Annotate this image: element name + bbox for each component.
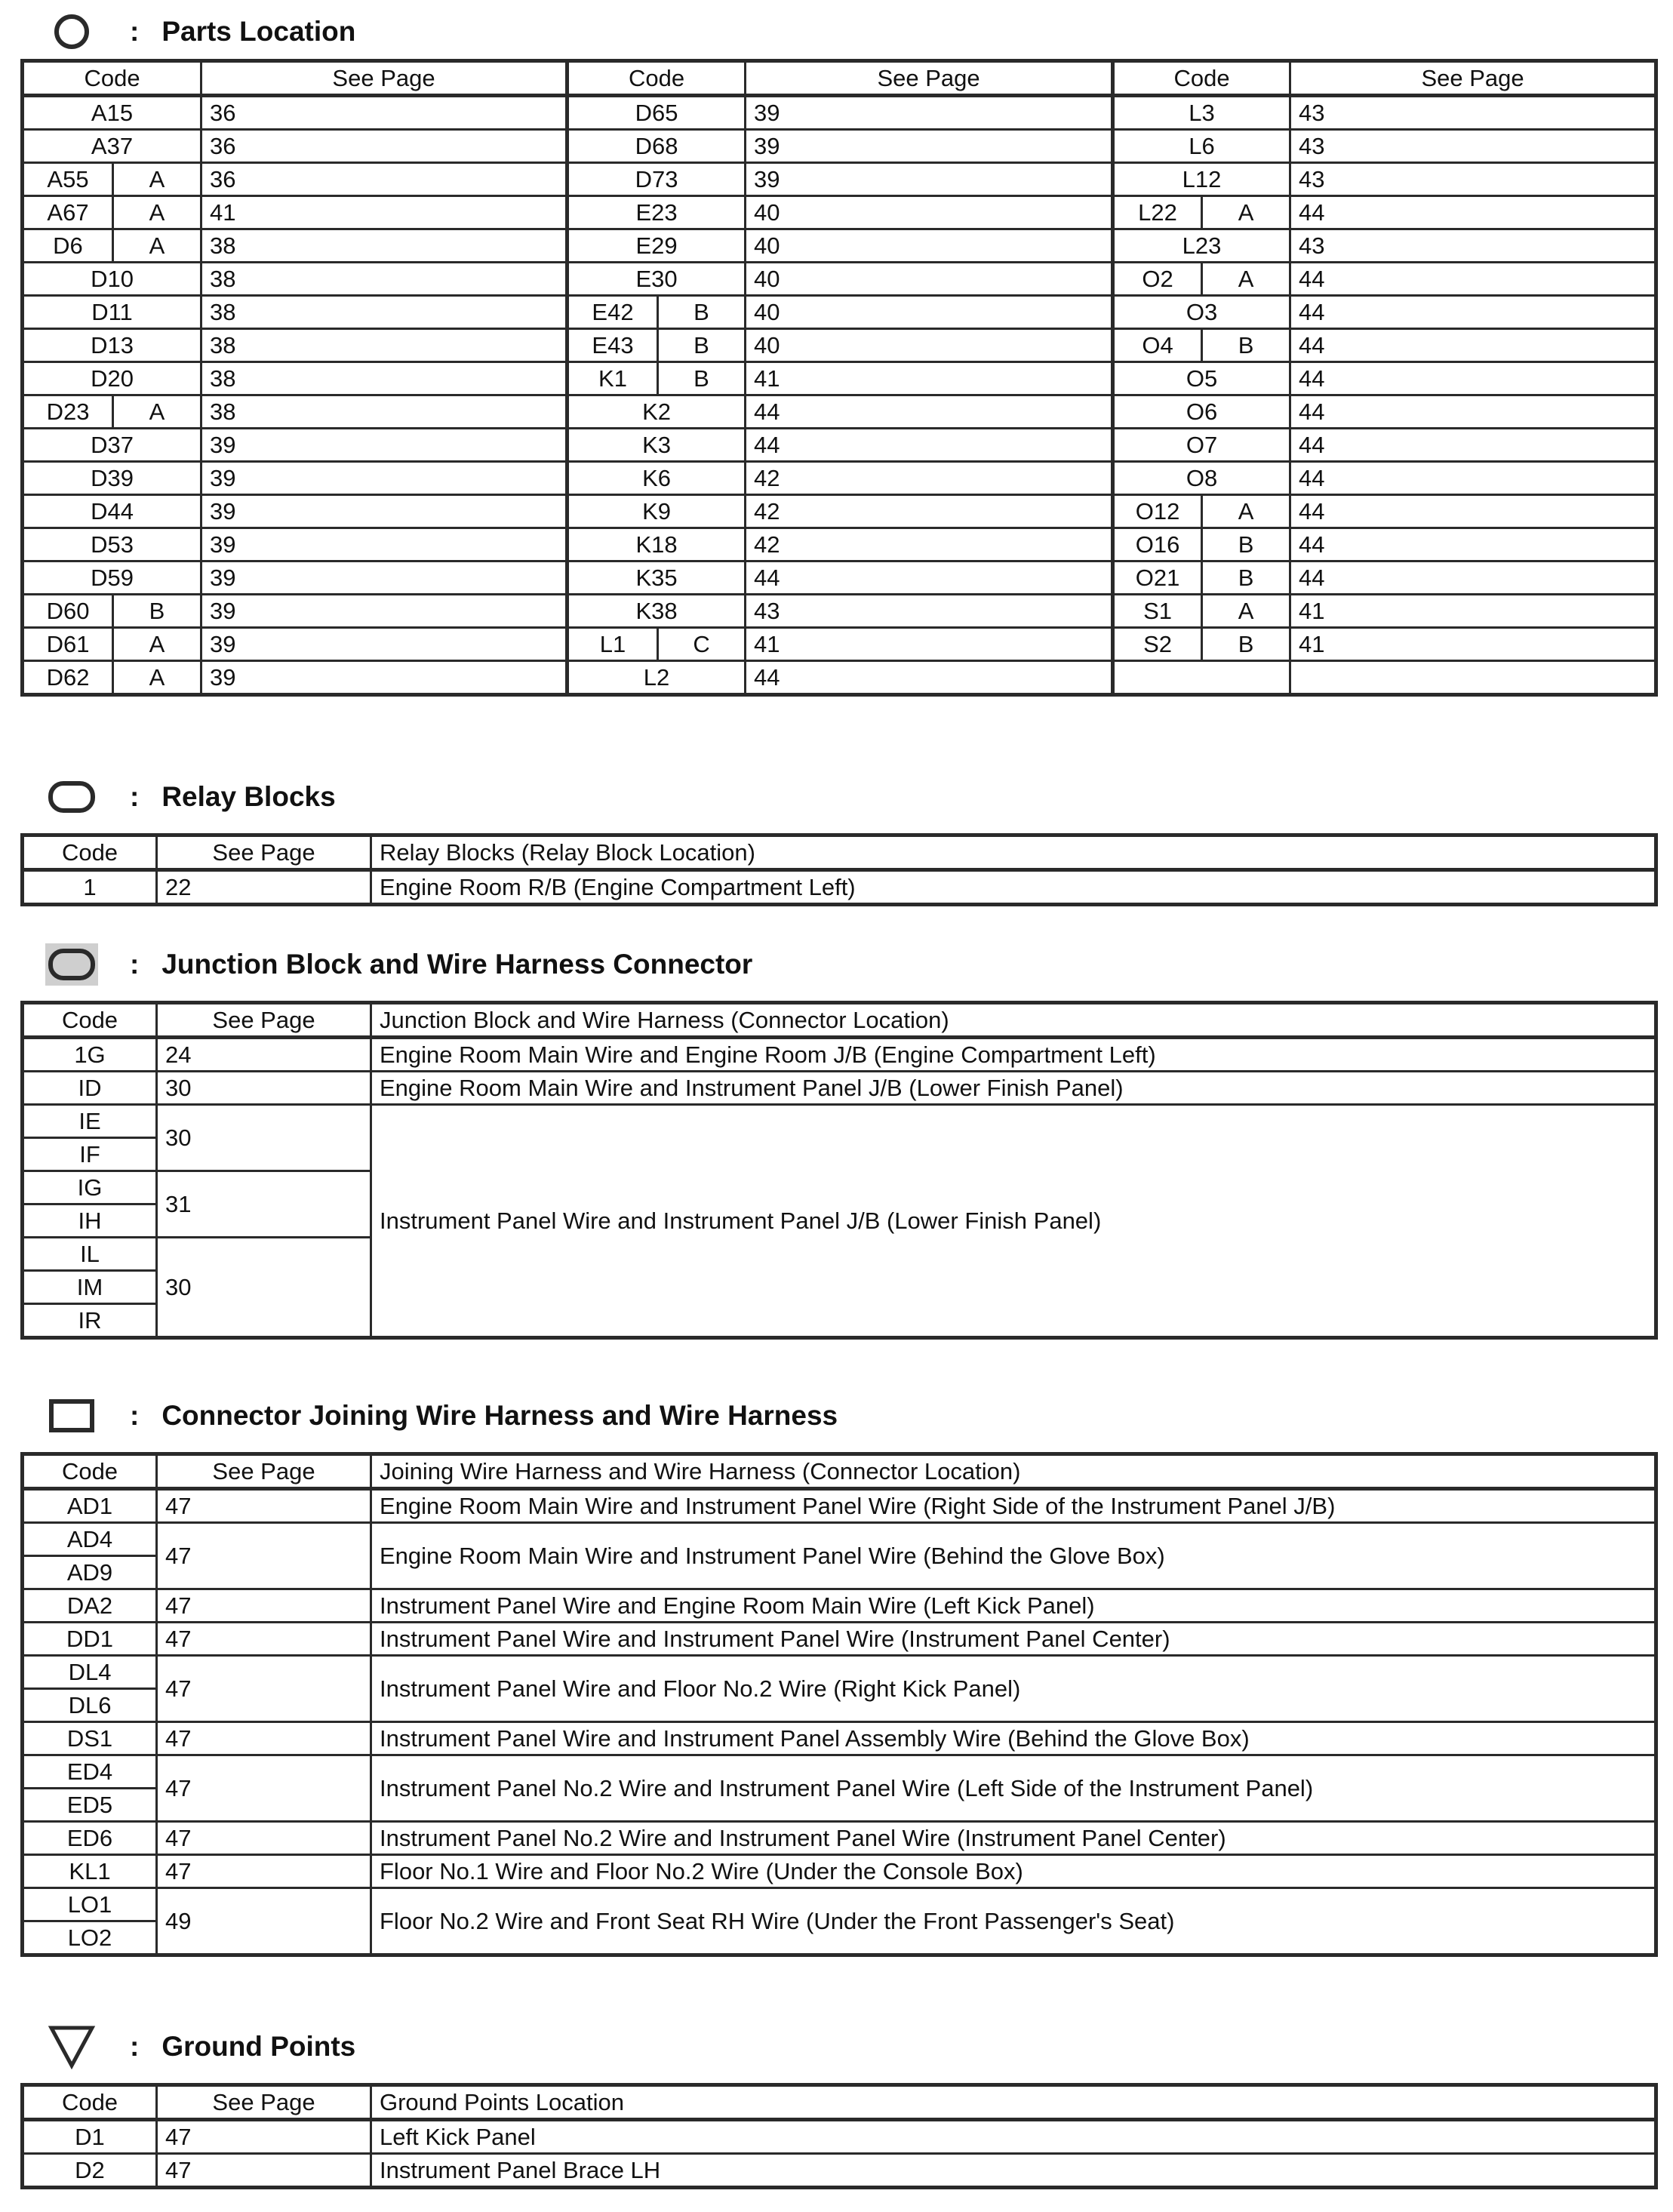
see-page-value: 44 xyxy=(746,395,1113,429)
see-page-value: 39 xyxy=(746,130,1113,163)
part-sub-code: A xyxy=(1202,263,1290,296)
part-code: D23 xyxy=(23,395,113,429)
table-row xyxy=(23,528,1656,561)
colon: : xyxy=(130,16,140,47)
see-page-value: 41 xyxy=(201,196,567,229)
square-icon xyxy=(45,1395,98,1437)
table-row xyxy=(23,1489,1656,1523)
see-page-value: 40 xyxy=(746,263,1113,296)
column-header-code: Code xyxy=(23,2085,157,2120)
part-sub-code: B xyxy=(658,296,746,329)
part-code: K38 xyxy=(567,595,746,628)
see-page-value: 36 xyxy=(201,130,567,163)
see-page-value: 41 xyxy=(1290,595,1656,628)
part-code: D20 xyxy=(23,362,201,395)
table-row xyxy=(23,1888,1656,1921)
see-page-value: 40 xyxy=(746,229,1113,263)
see-page-value: 36 xyxy=(201,96,567,130)
part-sub-code: C xyxy=(658,628,746,661)
code-value: IF xyxy=(23,1138,157,1171)
table-row xyxy=(23,1623,1656,1656)
section-heading: Connector Joining Wire Harness and Wire Harness xyxy=(161,1400,838,1431)
part-code: O7 xyxy=(1113,429,1290,462)
part-code: O8 xyxy=(1113,462,1290,495)
location-description: Left Kick Panel xyxy=(371,2120,1656,2154)
part-code: A37 xyxy=(23,130,201,163)
part-code: E43 xyxy=(567,329,658,362)
part-sub-code: A xyxy=(1202,196,1290,229)
code-value: DD1 xyxy=(23,1623,157,1656)
table-header-row xyxy=(23,1003,1656,1038)
see-page-value: 43 xyxy=(1290,130,1656,163)
code-value: DL6 xyxy=(23,1689,157,1722)
location-description: Instrument Panel Brace LH xyxy=(371,2154,1656,2188)
section-heading: Parts Location xyxy=(161,16,356,47)
colon: : xyxy=(130,2031,140,2062)
part-code: L12 xyxy=(1113,163,1290,196)
table-row xyxy=(23,395,1656,429)
inverted-triangle-icon xyxy=(45,2026,98,2068)
see-page-value: 44 xyxy=(746,661,1113,695)
see-page-value: 39 xyxy=(201,495,567,528)
table-row xyxy=(23,1822,1656,1855)
parts-location-table xyxy=(20,59,1658,697)
location-description: Floor No.2 Wire and Front Seat RH Wire (Under the Front Passenger's Seat) xyxy=(371,1888,1656,1955)
location-description: Engine Room Main Wire and Instrument Panel J/B (Lower Finish Panel) xyxy=(371,1072,1656,1105)
code-value: D1 xyxy=(23,2120,157,2154)
code-value: ED6 xyxy=(23,1822,157,1855)
location-description: Floor No.1 Wire and Floor No.2 Wire (Under the Console Box) xyxy=(371,1855,1656,1888)
part-code: D65 xyxy=(567,96,746,130)
see-page-value: 43 xyxy=(1290,163,1656,196)
see-page-value: 39 xyxy=(201,462,567,495)
see-page-value: 44 xyxy=(1290,263,1656,296)
table-row xyxy=(23,329,1656,362)
table-row xyxy=(23,1589,1656,1623)
column-header-see-page: See Page xyxy=(157,835,371,870)
part-sub-code: A xyxy=(113,196,201,229)
see-page-value: 39 xyxy=(746,163,1113,196)
part-code: D37 xyxy=(23,429,201,462)
see-page-value: 44 xyxy=(1290,528,1656,561)
code-value: DL4 xyxy=(23,1656,157,1689)
part-code: D53 xyxy=(23,528,201,561)
code-value: DS1 xyxy=(23,1722,157,1755)
column-header-location: Junction Block and Wire Harness (Connector Location) xyxy=(371,1003,1656,1038)
location-description: Instrument Panel Wire and Instrument Panel Wire (Instrument Panel Center) xyxy=(371,1623,1656,1656)
see-page-value: 39 xyxy=(201,595,567,628)
location-description: Engine Room Main Wire and Instrument Panel Wire (Behind the Glove Box) xyxy=(371,1523,1656,1589)
part-sub-code: A xyxy=(1202,595,1290,628)
location-description: Instrument Panel Wire and Floor No.2 Wire (Right Kick Panel) xyxy=(371,1656,1656,1722)
part-code: O12 xyxy=(1113,495,1202,528)
table-row xyxy=(23,296,1656,329)
see-page-value: 38 xyxy=(201,395,567,429)
see-page-value: 38 xyxy=(201,263,567,296)
code-value: ED5 xyxy=(23,1789,157,1822)
part-sub-code: A xyxy=(113,628,201,661)
table-row xyxy=(23,1072,1656,1105)
see-page-value: 38 xyxy=(201,296,567,329)
part-code: D60 xyxy=(23,595,113,628)
section-heading: Relay Blocks xyxy=(161,781,336,812)
see-page-value: 39 xyxy=(201,528,567,561)
part-code: O4 xyxy=(1113,329,1202,362)
code-value: D2 xyxy=(23,2154,157,2188)
part-code: E29 xyxy=(567,229,746,263)
see-page-value: 38 xyxy=(201,329,567,362)
column-header-see-page: See Page xyxy=(746,61,1113,96)
part-code: O2 xyxy=(1113,263,1202,296)
part-code: A55 xyxy=(23,163,113,196)
code-value: LO1 xyxy=(23,1888,157,1921)
table-row xyxy=(23,362,1656,395)
part-code: L23 xyxy=(1113,229,1290,263)
part-sub-code: A xyxy=(113,395,201,429)
part-code: D44 xyxy=(23,495,201,528)
see-page-value: 31 xyxy=(157,1171,371,1238)
rounded-rectangle-icon xyxy=(45,776,98,818)
see-page-value: 47 xyxy=(157,2120,371,2154)
see-page-value: 39 xyxy=(201,429,567,462)
code-value: DA2 xyxy=(23,1589,157,1623)
see-page-value: 47 xyxy=(157,1855,371,1888)
see-page-value: 43 xyxy=(1290,229,1656,263)
column-header-code: Code xyxy=(23,1454,157,1489)
column-header-see-page: See Page xyxy=(1290,61,1656,96)
table-row xyxy=(23,628,1656,661)
code-value: 1G xyxy=(23,1038,157,1072)
see-page-value: 24 xyxy=(157,1038,371,1072)
see-page-value: 44 xyxy=(1290,296,1656,329)
part-code: A67 xyxy=(23,196,113,229)
code-value: ED4 xyxy=(23,1755,157,1789)
part-code: O16 xyxy=(1113,528,1202,561)
code-value: IR xyxy=(23,1304,157,1338)
table-row xyxy=(23,1722,1656,1755)
part-sub-code: B xyxy=(1202,528,1290,561)
part-code: D6 xyxy=(23,229,113,263)
part-code xyxy=(1113,661,1290,695)
see-page-value: 43 xyxy=(1290,96,1656,130)
circle-icon xyxy=(45,11,98,53)
section-heading: Junction Block and Wire Harness Connector xyxy=(161,949,753,980)
see-page-value: 41 xyxy=(1290,628,1656,661)
section-title-parts-location xyxy=(45,9,355,54)
part-code: D61 xyxy=(23,628,113,661)
part-code: E30 xyxy=(567,263,746,296)
part-code: K9 xyxy=(567,495,746,528)
see-page-value: 39 xyxy=(201,561,567,595)
see-page-value: 40 xyxy=(746,196,1113,229)
section-title-relay-blocks xyxy=(45,774,336,820)
location-description: Engine Room R/B (Engine Compartment Left) xyxy=(371,870,1656,905)
part-code: D10 xyxy=(23,263,201,296)
part-code: L1 xyxy=(567,628,658,661)
table-row xyxy=(23,661,1656,695)
part-code: D68 xyxy=(567,130,746,163)
column-header-code: Code xyxy=(567,61,746,96)
see-page-value: 44 xyxy=(1290,429,1656,462)
see-page-value xyxy=(1290,661,1656,695)
section-title-connector-joining xyxy=(45,1393,838,1438)
see-page-value: 44 xyxy=(746,561,1113,595)
table-row xyxy=(23,96,1656,130)
see-page-value: 44 xyxy=(1290,362,1656,395)
shaded-rounded-rectangle-icon xyxy=(45,943,98,986)
see-page-value: 38 xyxy=(201,362,567,395)
part-code: O3 xyxy=(1113,296,1290,329)
section-heading: Ground Points xyxy=(161,2031,356,2062)
see-page-value: 36 xyxy=(201,163,567,196)
part-code: O5 xyxy=(1113,362,1290,395)
part-code: K3 xyxy=(567,429,746,462)
table-header-row xyxy=(23,61,1656,96)
ground-points-table xyxy=(20,2083,1658,2189)
see-page-value: 42 xyxy=(746,495,1113,528)
code-value: 1 xyxy=(23,870,157,905)
see-page-value: 47 xyxy=(157,1523,371,1589)
part-sub-code: B xyxy=(658,362,746,395)
column-header-code: Code xyxy=(23,835,157,870)
part-sub-code: A xyxy=(113,163,201,196)
location-description: Engine Room Main Wire and Engine Room J/B (Engine Compartment Left) xyxy=(371,1038,1656,1072)
location-description: Instrument Panel Wire and Instrument Panel Assembly Wire (Behind the Glove Box) xyxy=(371,1722,1656,1755)
code-value: ID xyxy=(23,1072,157,1105)
see-page-value: 47 xyxy=(157,1822,371,1855)
part-code: L6 xyxy=(1113,130,1290,163)
table-header-row xyxy=(23,835,1656,870)
column-header-location: Relay Blocks (Relay Block Location) xyxy=(371,835,1656,870)
part-code: O21 xyxy=(1113,561,1202,595)
see-page-value: 47 xyxy=(157,1589,371,1623)
see-page-value: 47 xyxy=(157,1489,371,1523)
code-value: IH xyxy=(23,1204,157,1238)
part-sub-code: A xyxy=(113,661,201,695)
part-code: E23 xyxy=(567,196,746,229)
column-header-see-page: See Page xyxy=(201,61,567,96)
see-page-value: 22 xyxy=(157,870,371,905)
code-value: AD4 xyxy=(23,1523,157,1556)
colon: : xyxy=(130,949,140,980)
location-description: Instrument Panel Wire and Instrument Panel J/B (Lower Finish Panel) xyxy=(371,1105,1656,1338)
part-sub-code: B xyxy=(658,329,746,362)
see-page-value: 47 xyxy=(157,1755,371,1822)
part-sub-code: B xyxy=(113,595,201,628)
see-page-value: 39 xyxy=(201,661,567,695)
see-page-value: 39 xyxy=(746,96,1113,130)
column-header-code: Code xyxy=(23,61,201,96)
table-row xyxy=(23,1038,1656,1072)
location-description: Instrument Panel Wire and Engine Room Main Wire (Left Kick Panel) xyxy=(371,1589,1656,1623)
code-value: IG xyxy=(23,1171,157,1204)
column-header-code: Code xyxy=(1113,61,1290,96)
column-header-code: Code xyxy=(23,1003,157,1038)
see-page-value: 49 xyxy=(157,1888,371,1955)
part-sub-code: A xyxy=(113,229,201,263)
part-code: K2 xyxy=(567,395,746,429)
see-page-value: 39 xyxy=(201,628,567,661)
table-row xyxy=(23,163,1656,196)
code-value: IM xyxy=(23,1271,157,1304)
see-page-value: 42 xyxy=(746,462,1113,495)
code-value: KL1 xyxy=(23,1855,157,1888)
table-row xyxy=(23,462,1656,495)
table-row xyxy=(23,2120,1656,2154)
table-row xyxy=(23,595,1656,628)
location-description: Instrument Panel No.2 Wire and Instrument Panel Wire (Instrument Panel Center) xyxy=(371,1822,1656,1855)
part-code: S2 xyxy=(1113,628,1202,661)
table-row xyxy=(23,429,1656,462)
part-code: L2 xyxy=(567,661,746,695)
code-value: LO2 xyxy=(23,1921,157,1955)
table-header-row xyxy=(23,1454,1656,1489)
see-page-value: 44 xyxy=(746,429,1113,462)
table-row xyxy=(23,1523,1656,1556)
table-row xyxy=(23,1855,1656,1888)
column-header-location: Ground Points Location xyxy=(371,2085,1656,2120)
see-page-value: 44 xyxy=(1290,196,1656,229)
column-header-location: Joining Wire Harness and Wire Harness (Connector Location) xyxy=(371,1454,1656,1489)
column-header-see-page: See Page xyxy=(157,1454,371,1489)
code-value: AD1 xyxy=(23,1489,157,1523)
table-row xyxy=(23,229,1656,263)
part-code: K6 xyxy=(567,462,746,495)
part-code: D73 xyxy=(567,163,746,196)
part-code: A15 xyxy=(23,96,201,130)
part-code: L3 xyxy=(1113,96,1290,130)
location-description: Instrument Panel No.2 Wire and Instrument Panel Wire (Left Side of the Instrument Panel) xyxy=(371,1755,1656,1822)
see-page-value: 47 xyxy=(157,1722,371,1755)
table-row xyxy=(23,561,1656,595)
part-code: E42 xyxy=(567,296,658,329)
see-page-value: 40 xyxy=(746,296,1113,329)
section-title-junction-block xyxy=(45,942,752,987)
table-row xyxy=(23,1656,1656,1689)
table-row xyxy=(23,1105,1656,1138)
part-code: K18 xyxy=(567,528,746,561)
column-header-see-page: See Page xyxy=(157,2085,371,2120)
see-page-value: 47 xyxy=(157,1623,371,1656)
location-description: Engine Room Main Wire and Instrument Panel Wire (Right Side of the Instrument Panel J/B) xyxy=(371,1489,1656,1523)
see-page-value: 41 xyxy=(746,628,1113,661)
see-page-value: 30 xyxy=(157,1238,371,1338)
colon: : xyxy=(130,781,140,812)
connector-joining-table xyxy=(20,1452,1658,1957)
see-page-value: 44 xyxy=(1290,395,1656,429)
part-sub-code: A xyxy=(1202,495,1290,528)
see-page-value: 40 xyxy=(746,329,1113,362)
see-page-value: 42 xyxy=(746,528,1113,561)
part-code: D62 xyxy=(23,661,113,695)
table-row xyxy=(23,263,1656,296)
see-page-value: 44 xyxy=(1290,495,1656,528)
part-code: D13 xyxy=(23,329,201,362)
part-sub-code: B xyxy=(1202,628,1290,661)
see-page-value: 47 xyxy=(157,1656,371,1722)
table-row xyxy=(23,870,1656,905)
table-header-row xyxy=(23,2085,1656,2120)
see-page-value: 43 xyxy=(746,595,1113,628)
part-code: D39 xyxy=(23,462,201,495)
part-sub-code: B xyxy=(1202,561,1290,595)
column-header-see-page: See Page xyxy=(157,1003,371,1038)
part-code: O6 xyxy=(1113,395,1290,429)
see-page-value: 47 xyxy=(157,2154,371,2188)
part-code: S1 xyxy=(1113,595,1202,628)
see-page-value: 44 xyxy=(1290,462,1656,495)
junction-block-table xyxy=(20,1001,1658,1340)
part-code: D59 xyxy=(23,561,201,595)
see-page-value: 30 xyxy=(157,1105,371,1171)
colon: : xyxy=(130,1400,140,1431)
see-page-value: 44 xyxy=(1290,329,1656,362)
table-row xyxy=(23,1755,1656,1789)
see-page-value: 38 xyxy=(201,229,567,263)
part-code: K35 xyxy=(567,561,746,595)
table-row xyxy=(23,196,1656,229)
section-title-ground-points xyxy=(45,2024,355,2069)
part-code: D11 xyxy=(23,296,201,329)
part-code: K1 xyxy=(567,362,658,395)
see-page-value: 41 xyxy=(746,362,1113,395)
relay-blocks-table xyxy=(20,833,1658,906)
see-page-value: 44 xyxy=(1290,561,1656,595)
part-code: L22 xyxy=(1113,196,1202,229)
code-value: IE xyxy=(23,1105,157,1138)
code-value: IL xyxy=(23,1238,157,1271)
part-sub-code: B xyxy=(1202,329,1290,362)
see-page-value: 30 xyxy=(157,1072,371,1105)
code-value: AD9 xyxy=(23,1556,157,1589)
table-row xyxy=(23,2154,1656,2188)
table-row xyxy=(23,130,1656,163)
table-row xyxy=(23,495,1656,528)
